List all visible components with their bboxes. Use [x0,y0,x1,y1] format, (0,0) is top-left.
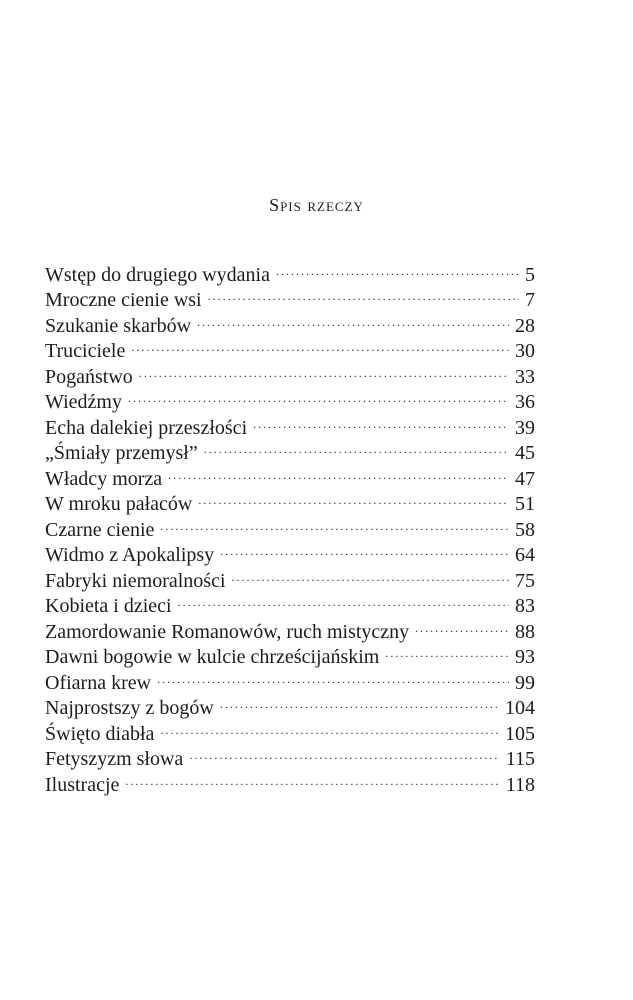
toc-entry-page-number: 93 [515,646,535,668]
toc-entry-title: Szukanie skarbów [45,314,192,337]
toc-entry-page-number: 83 [515,595,535,617]
dot-leader [197,306,509,332]
dot-leader [178,587,509,613]
toc-entry-title: Pogaństwo [45,365,133,388]
dot-leader [128,383,509,409]
toc-entry-page-number: 99 [515,671,535,694]
toc-entry-page-number: 51 [515,493,535,515]
toc-entry-title: Fabryki niemoralności [45,569,226,592]
toc-entry-title: Mroczne cienie wsi [45,289,202,311]
toc-entry-title: Święto diabła [45,722,155,745]
dot-leader [276,255,519,281]
toc-entry-title: W mroku pałaców [45,493,193,515]
toc-entry-title: Truciciele [45,340,126,362]
toc-entry-page-number: 104 [505,697,535,719]
dot-leader [160,714,499,740]
toc-entry-title: Kobieta i dzieci [45,595,172,617]
dot-leader [198,485,509,511]
dot-leader [160,510,509,536]
toc-entry-page-number: 33 [515,365,535,388]
dot-leader [220,689,499,715]
dot-leader [415,612,509,638]
toc-entry-page-number: 39 [515,416,535,439]
toc-entry-page-number: 28 [515,314,535,337]
dot-leader [139,357,509,383]
toc-entry-title: Ilustracje [45,773,120,796]
toc-entry-page-number: 118 [505,773,535,796]
toc-entry-title: Ofiarna krew [45,671,152,694]
dot-leader [131,332,509,358]
toc-heading: Spis rzeczy [269,195,364,215]
toc-entry-page-number: 115 [505,748,535,770]
toc-entry-page-number: 88 [515,620,535,643]
toc-entry-page-number: 105 [505,722,535,745]
toc-entry-title: Fetyszyzm słowa [45,748,184,770]
toc-entry-title: Wstęp do drugiego wydania [45,263,270,286]
dot-leader [220,536,509,562]
toc-entry-title: Władcy morza [45,467,163,490]
toc-entry-title: Echa dalekiej przeszłości [45,416,248,439]
toc-entry-title: Zamordowanie Romanowów, ruch mistyczny [45,620,410,643]
toc-entry-page-number: 36 [515,391,535,413]
toc-entry-page-number: 58 [515,518,535,541]
toc-entry-page-number: 45 [515,442,535,464]
toc-entry-page-number: 5 [525,263,535,286]
toc-entry-page-number: 47 [515,467,535,490]
toc-entry-page-number: 30 [515,340,535,362]
dot-leader [232,561,509,587]
toc-entry-title: Dawni bogowie w kulcie chrześcijańskim [45,646,380,668]
dot-leader [125,765,499,791]
dot-leader [385,638,509,664]
table-of-contents [45,255,535,796]
toc-entry [45,255,535,286]
toc-entry-title: Wiedźmy [45,391,122,413]
dot-leader [208,281,519,307]
toc-entry-title: Najprostszy z bogów [45,697,214,719]
toc-entry-title: Widmo z Apokalipsy [45,544,215,566]
dot-leader [157,663,509,689]
dot-leader [253,408,509,434]
dot-leader [204,434,509,460]
toc-entry-title: Czarne cienie [45,518,155,541]
toc-entry-page-number: 75 [515,569,535,592]
dot-leader [189,740,499,766]
toc-entry-page-number: 7 [525,289,535,311]
toc-entry-page-number: 64 [515,544,535,566]
toc-entry-title: „Śmiały przemysł” [45,442,198,464]
dot-leader [168,459,509,485]
